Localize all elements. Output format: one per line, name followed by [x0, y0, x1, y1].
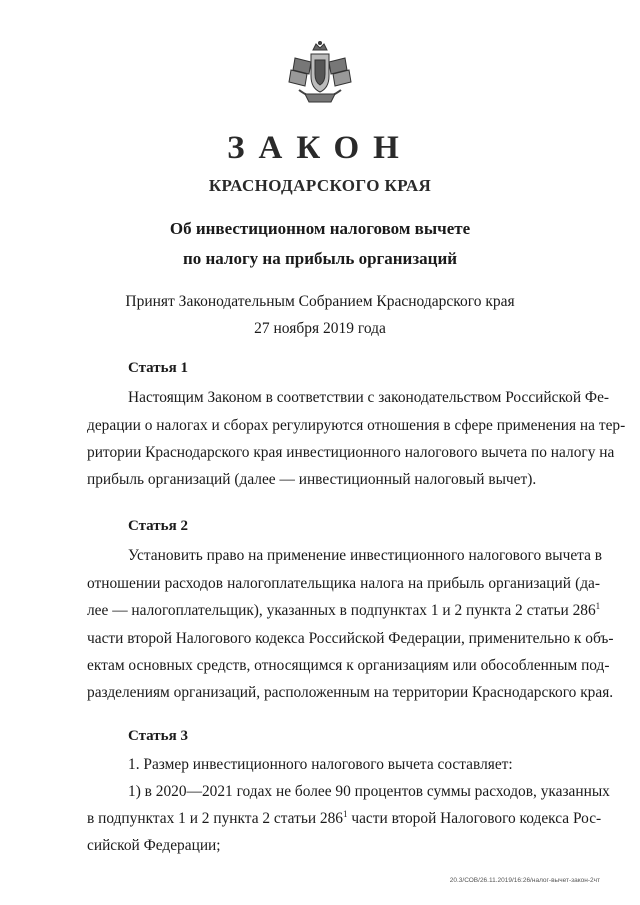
article-2-line-2: отношении расходов налогоплательщика налога на прибыль организаций (да- — [87, 575, 600, 592]
article-3-line-4: сийской Федерации; — [87, 837, 221, 854]
article-2-line-3 — [87, 603, 600, 618]
document-region: КРАСНОДАРСКОГО КРАЯ — [208, 176, 432, 195]
superscript: 1 — [595, 601, 601, 611]
document-title: ЗАКОН — [227, 130, 413, 166]
article-2-line-3-text: лее — налогоплательщик), указанных в подпунктах 1 и 2 пункта 2 статьи 286 — [87, 602, 596, 619]
article-3-line-2: 1) в 2020—2021 годах не более 90 процентов суммы расходов, указанных — [128, 783, 610, 800]
article-3-title: Статья 3 — [128, 728, 188, 744]
article-1-line-1: Настоящим Законом в соответствии с законодательством Российской Фе- — [128, 389, 610, 406]
adopted-date: 27 ноября 2019 года — [254, 320, 386, 337]
article-1-title: Статья 1 — [128, 360, 188, 376]
document-footer-code: 20.3/СОВ/26.11.2019/16:26/налог-вычет-закон-2чт — [449, 877, 600, 884]
article-3-line-1: 1. Размер инвестиционного налогового вычета составляет: — [128, 756, 513, 773]
superscript: 1 — [343, 809, 348, 819]
article-2-line-6: разделениям организаций, расположенным на территории Краснодарского края. — [87, 684, 614, 701]
adopted-line-1: Принят Законодательным Собранием Краснодарского края — [125, 293, 515, 310]
article-1-line-2: дерации о налогах и сборах регулируются отношения в сфере применения на тер- — [87, 417, 626, 434]
article-3-line-3-tail: части второй Налогового кодекса Рос- — [347, 810, 602, 827]
article-1-line-4: прибыль организаций (далее — инвестиционный налоговый вычет). — [87, 471, 537, 488]
article-3-line-3 — [87, 811, 600, 826]
article-2-title: Статья 2 — [128, 518, 188, 534]
article-1-line-3: ритории Краснодарского края инвестиционного налогового вычета по налогу на — [87, 444, 615, 461]
article-2-line-1: Установить право на применение инвестиционного налогового вычета в — [128, 547, 603, 564]
article-2-line-5: ектам основных средств, относящимся к организациям или обособленным под- — [87, 657, 610, 674]
article-2-line-4: части второй Налогового кодекса Российской Федерации, применительно к объ- — [87, 630, 614, 647]
subject-line-1: Об инвестиционном налоговом вычете — [169, 219, 471, 238]
article-3-line-3-text: в подпунктах 1 и 2 пункта 2 статьи 286 — [87, 810, 344, 827]
subject-line-2: по налогу на прибыль организаций — [182, 249, 458, 268]
coat-of-arms-emblem — [285, 40, 355, 110]
